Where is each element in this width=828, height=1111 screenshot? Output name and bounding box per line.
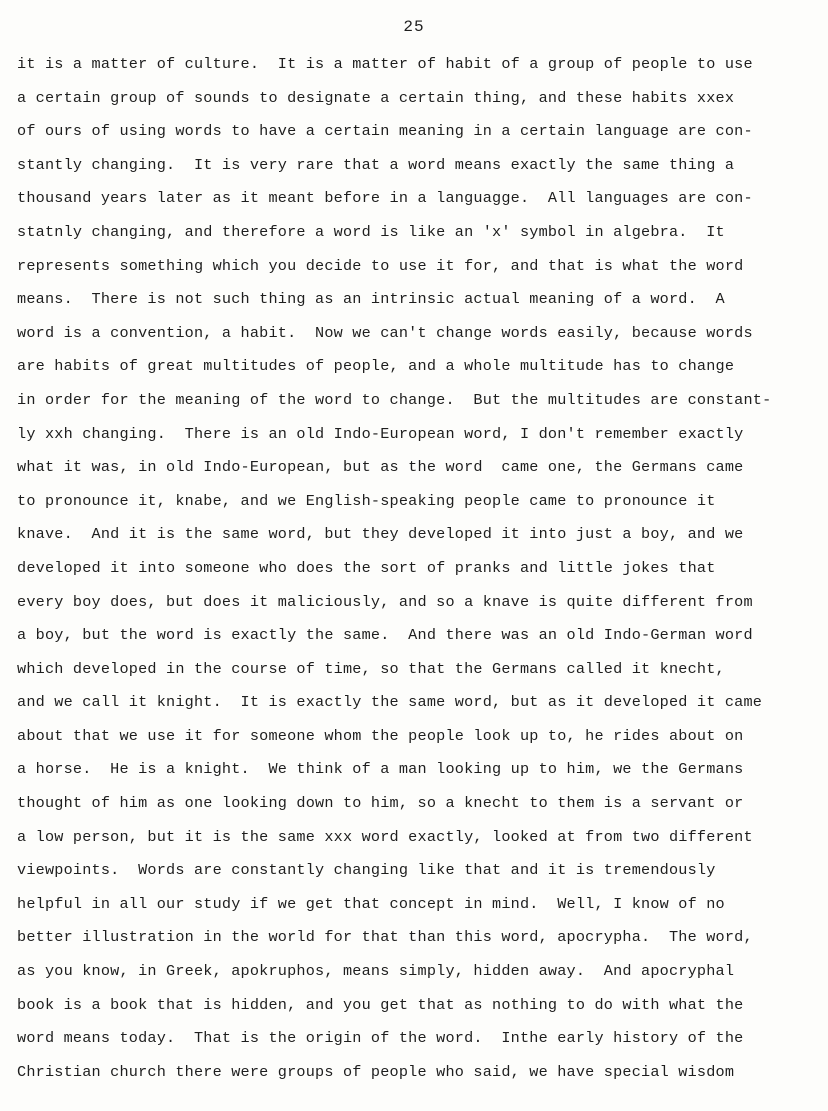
text-line: helpful in all our study if we get that concept in mind. Well, I know of no bbox=[17, 894, 725, 913]
text-line: a low person, but it is the same xxx word exactly, looked at from two different bbox=[17, 827, 753, 846]
text-line: to pronounce it, knabe, and we English-speaking people came to pronounce it bbox=[17, 491, 716, 510]
text-line: it is a matter of culture. It is a matter of habit of a group of people to use bbox=[17, 55, 753, 73]
text-line: thought of him as one looking down to him, so a knecht to them is a servant or bbox=[17, 794, 744, 813]
text-line: a certain group of sounds to designate a certain thing, and these habits xxex bbox=[17, 88, 735, 107]
text-line: knave. And it is the same word, but they developed it into just a boy, and we bbox=[17, 525, 744, 544]
page-number: 25 bbox=[403, 18, 425, 36]
text-line: viewpoints. Words are constantly changing like that and it is tremendously bbox=[17, 861, 716, 880]
text-line: means. There is not such thing as an intrinsic actual meaning of a word. A bbox=[17, 290, 725, 309]
text-line: word means today. That is the origin of the word. Inthe early history of the bbox=[17, 1029, 744, 1048]
text-line: ly xxh changing. There is an old Indo-European word, I don't remember exactly bbox=[17, 424, 744, 443]
text-line: and we call it knight. It is exactly the same word, but as it developed it came bbox=[17, 693, 763, 712]
text-line: stantly changing. It is very rare that a word means exactly the same thing a bbox=[17, 155, 735, 174]
body-text bbox=[17, 48, 827, 1089]
text-line: in order for the meaning of the word to change. But the multitudes are constant- bbox=[17, 390, 772, 409]
text-line: a boy, but the word is exactly the same. And there was an old Indo-German word bbox=[17, 626, 753, 645]
text-line: statnly changing, and therefore a word is like an 'x' symbol in algebra. It bbox=[17, 222, 725, 241]
text-line: represents something which you decide to use it for, and that is what the word bbox=[17, 256, 744, 275]
text-line: thousand years later as it meant before in a languagge. All languages are con- bbox=[17, 189, 753, 208]
text-line: every boy does, but does it maliciously, and so a knave is quite different from bbox=[17, 592, 753, 611]
text-line: a horse. He is a knight. We think of a man looking up to him, we the Germans bbox=[17, 760, 744, 779]
text-line: Christian church there were groups of people who said, we have special wisdom bbox=[17, 1062, 735, 1081]
text-line: what it was, in old Indo-European, but as the word came one, the Germans came bbox=[17, 458, 744, 477]
text-line: are habits of great multitudes of people, and a whole multitude has to change bbox=[17, 357, 735, 376]
text-line: word is a convention, a habit. Now we can't change words easily, because words bbox=[17, 323, 753, 342]
text-line: better illustration in the world for that than this word, apocrypha. The word, bbox=[17, 928, 753, 947]
text-line: book is a book that is hidden, and you get that as nothing to do with what the bbox=[17, 995, 744, 1014]
text-line: which developed in the course of time, so that the Germans called it knecht, bbox=[17, 659, 725, 678]
text-line: as you know, in Greek, apokruphos, means simply, hidden away. And apocryphal bbox=[17, 962, 735, 981]
text-line: about that we use it for someone whom the people look up to, he rides about on bbox=[17, 726, 744, 745]
text-line: of ours of using words to have a certain meaning in a certain language are con- bbox=[17, 122, 753, 141]
text-line: developed it into someone who does the sort of pranks and little jokes that bbox=[17, 558, 716, 577]
